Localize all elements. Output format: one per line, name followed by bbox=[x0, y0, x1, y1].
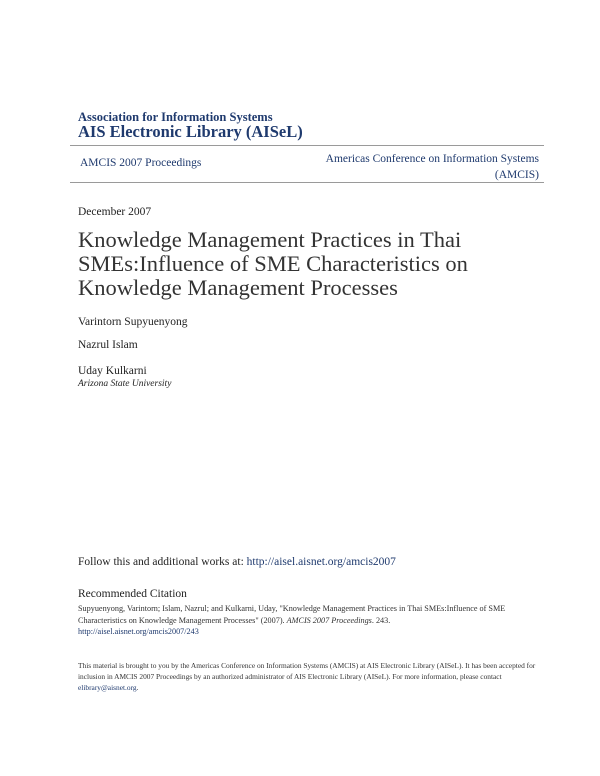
organization-name: Association for Information Systems bbox=[78, 110, 273, 124]
conference-link-line1: Americas Conference on Information Systems bbox=[325, 153, 539, 165]
collection-link[interactable]: http://aisel.aisnet.org/amcis2007 bbox=[246, 556, 396, 568]
publication-date: December 2007 bbox=[78, 206, 152, 218]
follow-text: Follow this and additional works at: bbox=[78, 556, 247, 568]
citation-end: . 243. bbox=[371, 615, 391, 625]
citation-link[interactable]: http://aisel.aisnet.org/amcis2007/243 bbox=[78, 627, 199, 636]
library-name[interactable]: AIS Electronic Library (AISeL) bbox=[78, 122, 303, 141]
citation-text bbox=[78, 603, 538, 638]
citation-body: Supyuenyong, Varintorn; Islam, Nazrul; and Kulkarni, Uday, "Knowledge Management Practices in Thai SMEs:Influence of SME Characteristics on Knowledge Management Processes" (2007). bbox=[78, 604, 506, 625]
contact-email-link[interactable]: elibrary@aisnet.org bbox=[78, 683, 137, 692]
author-name: Nazrul Islam bbox=[78, 339, 138, 351]
citation-heading: Recommended Citation bbox=[78, 588, 187, 600]
author-affiliation: Arizona State University bbox=[78, 379, 172, 389]
citation-venue: AMCIS 2007 Proceedings bbox=[286, 615, 372, 625]
author-name: Varintorn Supyuenyong bbox=[78, 316, 188, 328]
conference-link-line2: (AMCIS) bbox=[494, 169, 539, 181]
follow-line bbox=[78, 556, 396, 568]
paper-title: Knowledge Management Practices in Thai SMEs:Influence of SME Characteristics on Knowledge Management Processes bbox=[78, 227, 468, 300]
notice-text: This material is brought to you by the Americas Conference on Information Systems (AMCIS) at AIS Electronic Library (AISeL). It has been accepted for inclusion in AMCIS 2007 Proceedings by an authorized administrator of AIS Electronic Library (AISeL). For more information, please contact bbox=[78, 661, 536, 681]
proceedings-link[interactable]: AMCIS 2007 Proceedings bbox=[80, 157, 202, 169]
notice-end: . bbox=[136, 683, 139, 692]
author-name: Uday Kulkarni bbox=[78, 365, 147, 377]
availability-notice bbox=[78, 660, 548, 693]
conference-link[interactable] bbox=[326, 151, 539, 183]
collection-bar bbox=[70, 145, 544, 183]
